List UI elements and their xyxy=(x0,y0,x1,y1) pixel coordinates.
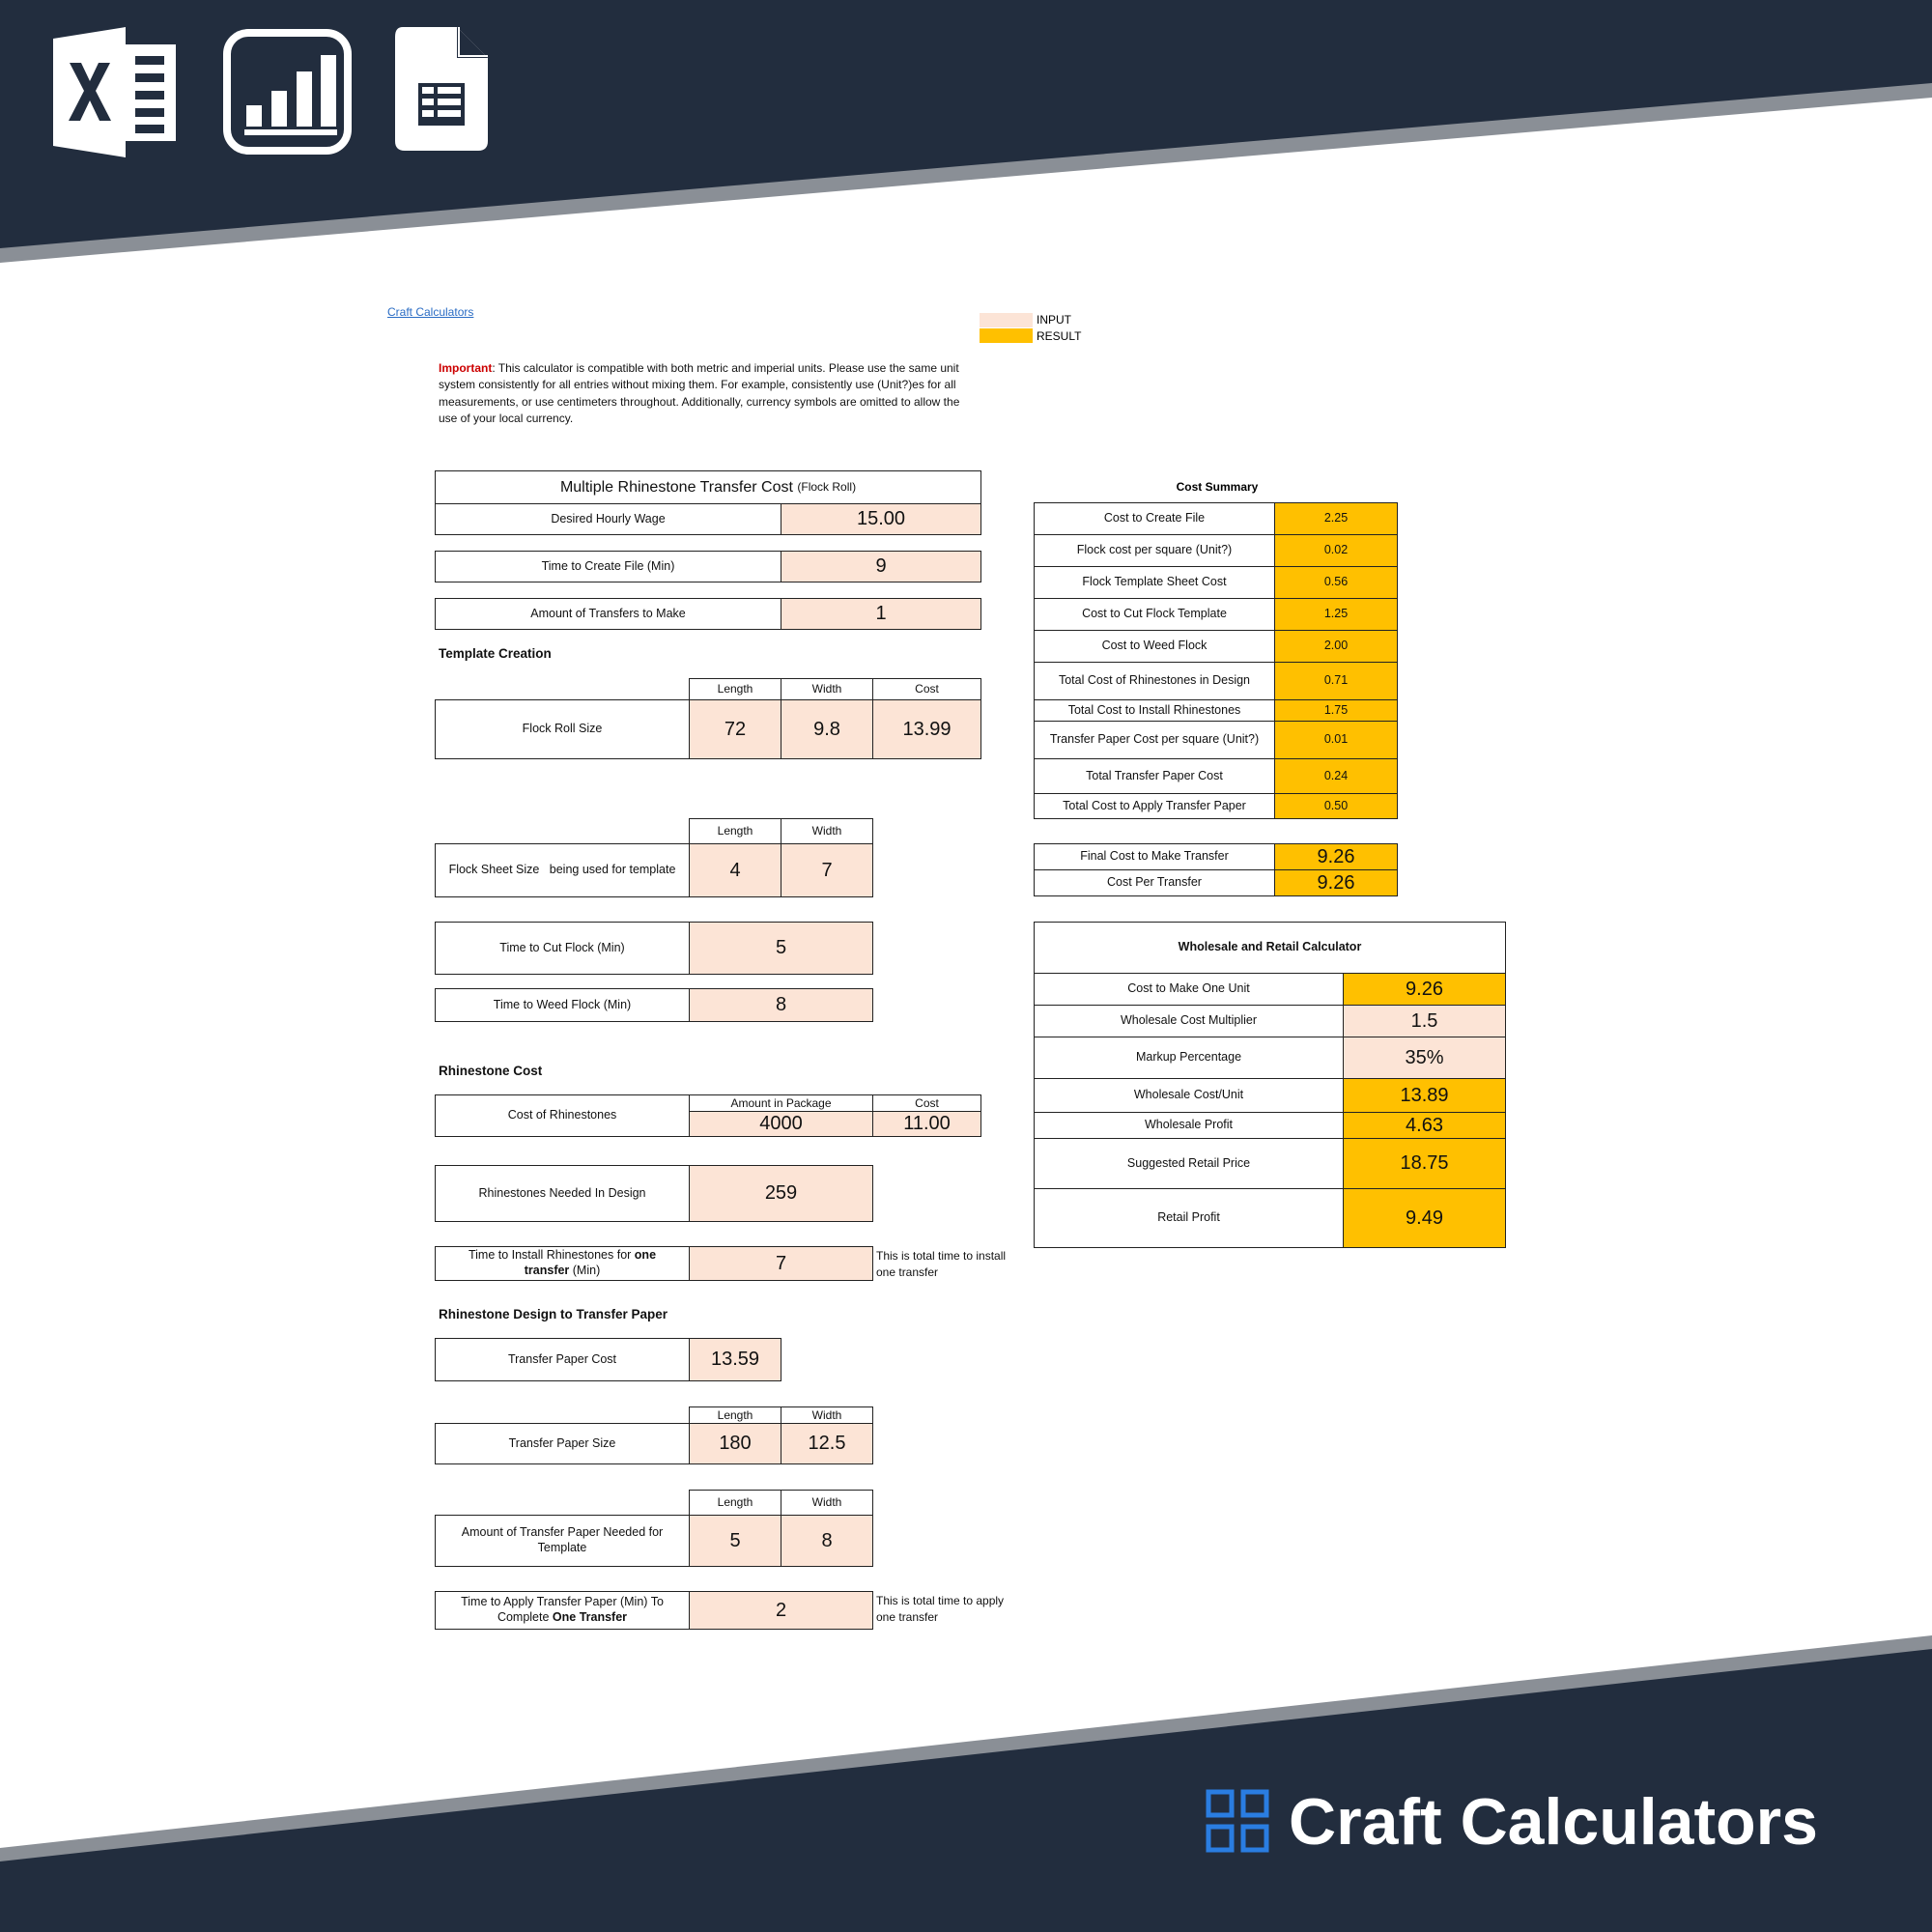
paper-cost-input[interactable]: 13.59 xyxy=(689,1338,781,1381)
summary-label-2: Flock Template Sheet Cost xyxy=(1034,566,1275,599)
weed-time-input[interactable]: 8 xyxy=(689,988,873,1022)
legend-input-label: INPUT xyxy=(1037,313,1071,327)
wholesale-label-4: Wholesale Profit xyxy=(1034,1112,1344,1139)
wage-input[interactable]: 15.00 xyxy=(781,503,981,535)
roll-width-input[interactable]: 9.8 xyxy=(781,699,873,759)
important-label: Important xyxy=(439,361,493,375)
summary-value-2: 0.56 xyxy=(1274,566,1398,599)
rhinestone-cost-header: Cost xyxy=(872,1094,981,1112)
transfer-heading: Rhinestone Design to Transfer Paper xyxy=(439,1307,668,1321)
calc-title xyxy=(435,470,981,504)
important-text: : This calculator is compatible with both metric and imperial units. Please use the same unit system consistently for all entries without mixing them. For example, consistently use (Unit?)es for all measurements, or use centimeters throughout. Additionally, currency symbols are omitted to allow the use of your local currency. xyxy=(439,361,960,426)
template-heading: Template Creation xyxy=(439,646,552,661)
roll-cost-header: Cost xyxy=(872,678,981,700)
sheet-width-input[interactable]: 7 xyxy=(781,843,873,897)
summary-value-6: 1.75 xyxy=(1274,699,1398,722)
apply-label-a: Time to Apply Transfer Paper (Min) To Complete xyxy=(461,1595,664,1624)
summary-value-8: 0.24 xyxy=(1274,758,1398,794)
summary-label-0: Cost to Create File xyxy=(1034,502,1275,535)
roll-width-header: Width xyxy=(781,678,873,700)
rhinestone-cost-label: Cost of Rhinestones xyxy=(435,1094,690,1137)
sheet-length-header: Length xyxy=(689,818,781,844)
chart-icon xyxy=(223,29,352,155)
needed-paper-length-header: Length xyxy=(689,1490,781,1516)
paper-width-input[interactable]: 12.5 xyxy=(781,1423,873,1464)
wholesale-label-2: Markup Percentage xyxy=(1034,1037,1344,1079)
cut-time-input[interactable]: 5 xyxy=(689,922,873,975)
needed-paper-width-input[interactable]: 8 xyxy=(781,1515,873,1567)
needed-paper-length-input[interactable]: 5 xyxy=(689,1515,781,1567)
wholesale-label-6: Retail Profit xyxy=(1034,1188,1344,1248)
cost-per-transfer-value: 9.26 xyxy=(1274,869,1398,896)
final-cost-value: 9.26 xyxy=(1274,843,1398,870)
summary-label-1: Flock cost per square (Unit?) xyxy=(1034,534,1275,567)
roll-cost-input[interactable]: 13.99 xyxy=(872,699,981,759)
summary-value-1: 0.02 xyxy=(1274,534,1398,567)
apply-time-input[interactable]: 2 xyxy=(689,1591,873,1630)
wholesale-label-1: Wholesale Cost Multiplier xyxy=(1034,1005,1344,1037)
wholesale-value-0: 9.26 xyxy=(1343,973,1506,1006)
roll-length-header: Length xyxy=(689,678,781,700)
cut-time-label: Time to Cut Flock (Min) xyxy=(435,922,690,975)
wholesale-value-3: 13.89 xyxy=(1343,1078,1506,1113)
craft-calculators-link[interactable]: Craft Calculators xyxy=(387,305,474,319)
summary-value-0: 2.25 xyxy=(1274,502,1398,535)
sheets-icon xyxy=(395,27,488,151)
needed-input[interactable]: 259 xyxy=(689,1165,873,1222)
legend-result-swatch xyxy=(980,328,1033,343)
excel-icon xyxy=(50,27,181,157)
legend-input-swatch xyxy=(980,313,1033,327)
summary-label-5: Total Cost of Rhinestones in Design xyxy=(1034,662,1275,700)
apply-note-line1: This is total time to apply xyxy=(876,1594,1005,1607)
amount-input[interactable]: 4000 xyxy=(689,1111,873,1137)
wholesale-label-0: Cost to Make One Unit xyxy=(1034,973,1344,1006)
install-note-line1: This is total time to install xyxy=(876,1249,1007,1263)
rhinestone-cost-input[interactable]: 11.00 xyxy=(872,1111,981,1137)
wholesale-value-4: 4.63 xyxy=(1343,1112,1506,1139)
amount-header: Amount in Package xyxy=(689,1094,873,1112)
paper-length-input[interactable]: 180 xyxy=(689,1423,781,1464)
cost-summary-title: Cost Summary xyxy=(1176,480,1259,494)
summary-value-5: 0.71 xyxy=(1274,662,1398,700)
brand-name: Craft Calculators xyxy=(1289,1785,1818,1859)
cost-per-transfer-label: Cost Per Transfer xyxy=(1034,869,1275,896)
wholesale-label-5: Suggested Retail Price xyxy=(1034,1138,1344,1189)
grid-logo-icon xyxy=(1206,1789,1269,1853)
sheet-width-header: Width xyxy=(781,818,873,844)
install-time-input[interactable]: 7 xyxy=(689,1246,873,1281)
wholesale-value-5: 18.75 xyxy=(1343,1138,1506,1189)
file-time-label: Time to Create File (Min) xyxy=(435,551,781,582)
install-label-c: (Min) xyxy=(569,1264,601,1277)
install-label-a: Time to Install Rhinestones for xyxy=(468,1248,635,1263)
important-note xyxy=(439,360,981,428)
summary-label-7: Transfer Paper Cost per square (Unit?) xyxy=(1034,721,1275,759)
summary-label-3: Cost to Cut Flock Template xyxy=(1034,598,1275,631)
roll-length-input[interactable]: 72 xyxy=(689,699,781,759)
apply-time-label xyxy=(435,1591,690,1630)
calc-title-small: (Flock Roll) xyxy=(797,480,857,494)
final-cost-label: Final Cost to Make Transfer xyxy=(1034,843,1275,870)
wholesale-title: Wholesale and Retail Calculator xyxy=(1034,922,1506,974)
install-note-line2: one transfer xyxy=(876,1265,939,1280)
sheet-length-input[interactable]: 4 xyxy=(689,843,781,897)
summary-label-6: Total Cost to Install Rhinestones xyxy=(1034,699,1275,722)
legend-result-label: RESULT xyxy=(1037,329,1082,343)
paper-cost-label: Transfer Paper Cost xyxy=(435,1338,690,1381)
transfers-input[interactable]: 1 xyxy=(781,598,981,630)
wholesale-value-1[interactable]: 1.5 xyxy=(1343,1005,1506,1037)
summary-value-7: 0.01 xyxy=(1274,721,1398,759)
apply-note xyxy=(876,1593,1004,1627)
wholesale-value-2[interactable]: 35% xyxy=(1343,1037,1506,1079)
summary-value-3: 1.25 xyxy=(1274,598,1398,631)
wage-label: Desired Hourly Wage xyxy=(435,503,781,535)
summary-label-4: Cost to Weed Flock xyxy=(1034,630,1275,663)
rhinestone-heading: Rhinestone Cost xyxy=(439,1064,543,1078)
roll-size-label: Flock Roll Size xyxy=(435,699,690,759)
paper-length-header: Length xyxy=(689,1406,781,1424)
summary-value-4: 2.00 xyxy=(1274,630,1398,663)
install-label-b: one transfer xyxy=(524,1248,657,1277)
install-time-label xyxy=(435,1246,690,1281)
sheet-size-label: Flock Sheet Size being used for template xyxy=(435,843,690,897)
needed-paper-label: Amount of Transfer Paper Needed for Template xyxy=(435,1515,690,1567)
paper-width-header: Width xyxy=(781,1406,873,1424)
wholesale-value-6: 9.49 xyxy=(1343,1188,1506,1248)
install-note xyxy=(876,1248,1006,1282)
summary-value-9: 0.50 xyxy=(1274,793,1398,819)
wholesale-label-3: Wholesale Cost/Unit xyxy=(1034,1078,1344,1113)
summary-label-9: Total Cost to Apply Transfer Paper xyxy=(1034,793,1275,819)
file-time-input[interactable]: 9 xyxy=(781,551,981,582)
weed-time-label: Time to Weed Flock (Min) xyxy=(435,988,690,1022)
apply-label-b: One Transfer xyxy=(552,1610,628,1624)
needed-label: Rhinestones Needed In Design xyxy=(435,1165,690,1222)
needed-paper-width-header: Width xyxy=(781,1490,873,1516)
summary-label-8: Total Transfer Paper Cost xyxy=(1034,758,1275,794)
paper-size-label: Transfer Paper Size xyxy=(435,1423,690,1464)
calc-title-text: Multiple Rhinestone Transfer Cost xyxy=(559,478,793,496)
transfers-label: Amount of Transfers to Make xyxy=(435,598,781,630)
apply-note-line2: one transfer xyxy=(876,1610,939,1625)
